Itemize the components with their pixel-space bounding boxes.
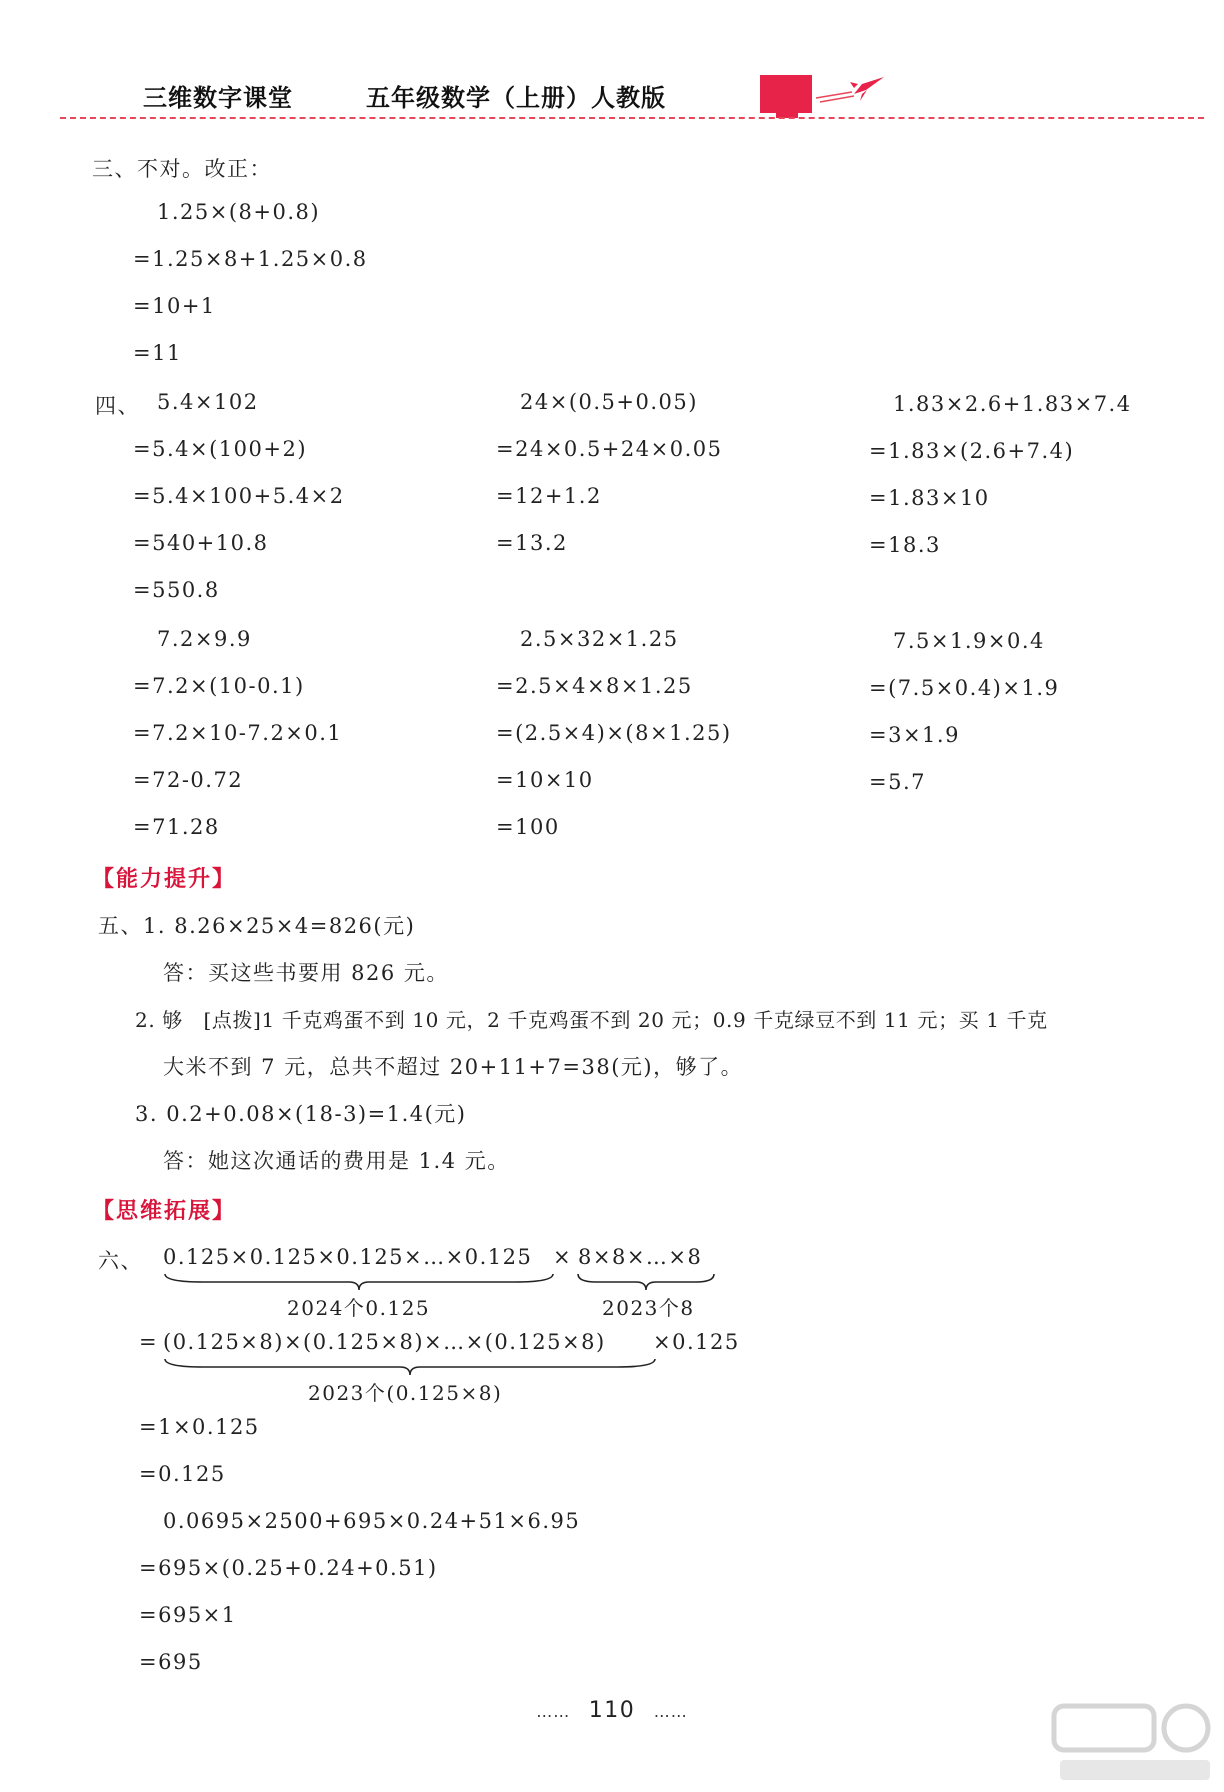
calc-line: =1.83×(2.6+7.4) xyxy=(869,439,1075,463)
calc-line: =24×0.5+24×0.05 xyxy=(496,437,723,461)
header-book-title: 五年级数学（上册）人教版 xyxy=(366,84,666,112)
calc-line: =5.4×(100+2) xyxy=(133,437,308,461)
section6-line: =0.125 xyxy=(139,1462,226,1486)
section3-line: =1.25×8+1.25×0.8 xyxy=(133,247,368,271)
section6-line: =695×(0.25+0.24+0.51) xyxy=(139,1556,438,1580)
calc-line: =100 xyxy=(496,815,560,839)
calc-line: =12+1.2 xyxy=(496,484,602,508)
calc-line: =5.4×100+5.4×2 xyxy=(133,484,345,508)
section5-line: 2. 够 [点拨]1 千克鸡蛋不到 10 元，2 千克鸡蛋不到 20 元；0.9 千克绿豆不到 11 元；买 1 千克 xyxy=(135,1008,1048,1032)
calc-line: =71.28 xyxy=(133,815,220,839)
calc-line: =10×10 xyxy=(496,768,594,792)
section4-label: 四、 xyxy=(95,394,140,418)
ability-section-tag: 【能力提升】 xyxy=(92,867,237,892)
header-red-block xyxy=(760,75,812,113)
calc-line: =550.8 xyxy=(133,578,220,602)
underbrace-2024 xyxy=(163,1272,555,1292)
section5-line: 大米不到 7 元，总共不超过 20+11+7=38(元)，够了。 xyxy=(163,1055,744,1079)
watermark-logo xyxy=(1050,1698,1215,1786)
page-number-value: 110 xyxy=(588,1698,636,1723)
underbrace-label: 2023个(0.125×8) xyxy=(308,1381,503,1405)
calc-line: 24×(0.5+0.05) xyxy=(520,390,698,414)
page-number xyxy=(0,1698,1224,1723)
section6-line: =1×0.125 xyxy=(139,1415,260,1439)
section6-label: 六、 xyxy=(98,1249,143,1273)
calc-line: 5.4×102 xyxy=(157,390,259,414)
calc-line: 7.2×9.9 xyxy=(157,627,252,651)
calc-line: =7.2×10-7.2×0.1 xyxy=(133,721,343,745)
calc-line: 7.5×1.9×0.4 xyxy=(893,629,1045,653)
calc-line: =(7.5×0.4)×1.9 xyxy=(869,676,1060,700)
calc-line: =72-0.72 xyxy=(133,768,244,792)
calc-line: 2.5×32×1.25 xyxy=(520,627,679,651)
underbrace-2023-pairs xyxy=(163,1357,657,1377)
section6-line: 0.0695×2500+695×0.24+51×6.95 xyxy=(163,1509,581,1533)
calc-line: =18.3 xyxy=(869,533,941,557)
calc-line: 1.83×2.6+1.83×7.4 xyxy=(893,392,1132,416)
thinking-section-tag: 【思维拓展】 xyxy=(92,1199,237,1224)
section3-title: 三、不对。改正： xyxy=(92,157,272,181)
section3-line: 1.25×(8+0.8) xyxy=(157,200,321,224)
header-dashed-rule xyxy=(60,117,1204,119)
section6-line: =695×1 xyxy=(139,1603,237,1627)
calc-line: =1.83×10 xyxy=(869,486,990,510)
section6-line: =695 xyxy=(139,1650,203,1674)
section6-expr-part: 0.125×0.125×0.125×…×0.125 xyxy=(163,1245,533,1269)
section3-line: =10+1 xyxy=(133,294,216,318)
section5-line: 答：买这些书要用 826 元。 xyxy=(163,961,449,985)
calc-line: =2.5×4×8×1.25 xyxy=(496,674,693,698)
section3-line: =11 xyxy=(133,341,182,365)
underbrace-2023 xyxy=(576,1272,716,1292)
section6-expr-part: (0.125×8)×(0.125×8)×…×(0.125×8) xyxy=(163,1330,606,1354)
section6-expr-part: = xyxy=(139,1330,159,1354)
rocket-icon xyxy=(814,74,886,104)
section6-expr-part: ×0.125 xyxy=(653,1330,740,1354)
header-brand: 三维数字课堂 xyxy=(143,84,293,112)
section5-line: 五、1. 8.26×25×4=826(元) xyxy=(98,914,416,938)
calc-line: =13.2 xyxy=(496,531,568,555)
section6-expr-part: 8×8×…×8 xyxy=(578,1245,703,1269)
calc-line: =540+10.8 xyxy=(133,531,269,555)
section5-line: 3. 0.2+0.08×(18-3)=1.4(元) xyxy=(135,1102,467,1126)
section6-expr-part: × xyxy=(553,1245,573,1269)
calc-line: =3×1.9 xyxy=(869,723,960,747)
underbrace-label: 2024个0.125 xyxy=(287,1296,431,1320)
section5-line: 答：她这次通话的费用是 1.4 元。 xyxy=(163,1149,510,1173)
calc-line: =(2.5×4)×(8×1.25) xyxy=(496,721,732,745)
underbrace-label: 2023个8 xyxy=(602,1296,695,1320)
calc-line: =5.7 xyxy=(869,770,926,794)
page-dots-left: …… xyxy=(536,1702,571,1721)
calc-line: =7.2×(10-0.1) xyxy=(133,674,305,698)
page-dots-right: …… xyxy=(653,1702,688,1721)
